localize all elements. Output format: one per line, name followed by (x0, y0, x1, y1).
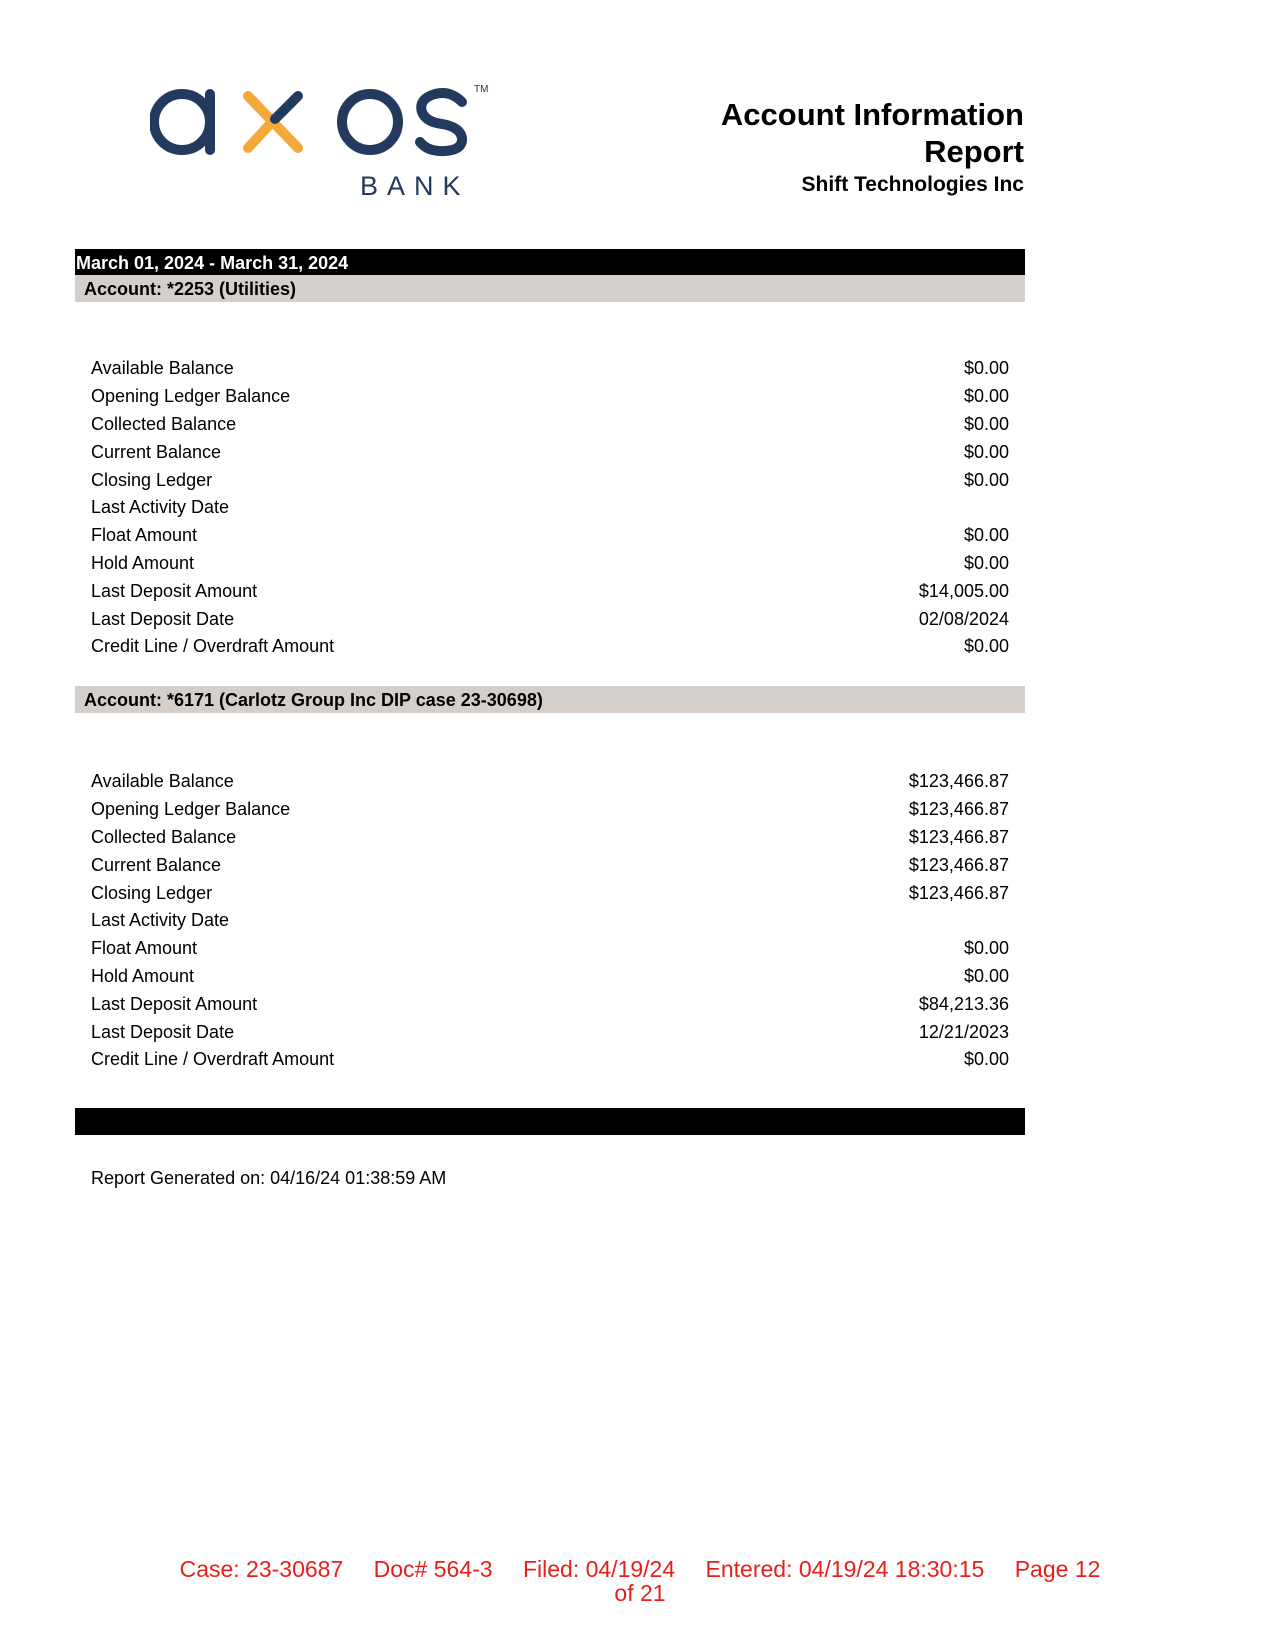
axos-bank-logo (150, 82, 520, 212)
detail-row-last-deposit-amount (91, 990, 1009, 1018)
detail-value: $84,213.36 (918, 993, 1009, 1014)
stamp-doc: Doc# 564-3 (373, 1556, 493, 1582)
detail-row-float-amount (91, 522, 1009, 550)
detail-label: Hold Amount (91, 552, 195, 573)
detail-label: Closing Ledger (91, 469, 213, 490)
detail-row-available-balance (91, 355, 1009, 383)
detail-row-hold-amount (91, 550, 1009, 578)
logo-subtext: BANK (360, 171, 470, 201)
detail-row-opening-ledger (91, 796, 1009, 824)
detail-value: $0.00 (963, 413, 1009, 434)
account-details (91, 355, 1009, 661)
detail-row-opening-ledger (91, 383, 1009, 411)
detail-value: $0.00 (963, 441, 1009, 462)
stamp-page-total: of 21 (614, 1580, 666, 1606)
trademark-mark: TM (474, 84, 489, 95)
detail-value: $123,466.87 (908, 882, 1009, 903)
detail-value: $123,466.87 (908, 771, 1009, 792)
detail-label: Available Balance (91, 771, 234, 792)
detail-row-collected-balance (91, 411, 1009, 439)
detail-label: Last Deposit Date (91, 1021, 235, 1042)
account-header: Account: *2253 (Utilities) (75, 275, 1025, 302)
detail-row-current-balance (91, 438, 1009, 466)
account-details (91, 768, 1009, 1074)
detail-label: Float Amount (91, 525, 198, 546)
detail-value: $0.00 (963, 525, 1009, 546)
detail-value: $123,466.87 (908, 826, 1009, 847)
detail-label: Hold Amount (91, 965, 195, 986)
stamp-entered: Entered: 04/19/24 18:30:15 (705, 1556, 985, 1582)
detail-row-last-deposit-date (91, 605, 1009, 633)
detail-label: Last Deposit Amount (91, 580, 258, 601)
detail-value: $0.00 (963, 469, 1009, 490)
detail-value: 02/08/2024 (918, 608, 1009, 629)
detail-value: $0.00 (963, 636, 1009, 657)
account-header: Account: *6171 (Carlotz Group Inc DIP case 23-30698) (75, 686, 1025, 713)
detail-label: Current Balance (91, 854, 222, 875)
detail-row-last-deposit-amount (91, 577, 1009, 605)
detail-row-last-deposit-date (91, 1018, 1009, 1046)
detail-value: $0.00 (963, 1049, 1009, 1070)
detail-value: $123,466.87 (908, 854, 1009, 875)
detail-label: Collected Balance (91, 826, 237, 847)
detail-value: $0.00 (963, 938, 1009, 959)
detail-label: Last Deposit Date (91, 608, 235, 629)
section-end-bar (75, 1108, 1025, 1135)
detail-row-last-activity-date (91, 907, 1009, 935)
stamp-filed: Filed: 04/19/24 (522, 1556, 676, 1582)
report-generated-timestamp: Report Generated on: 04/16/24 01:38:59 AM (91, 1168, 447, 1188)
detail-value: $0.00 (963, 358, 1009, 379)
detail-label: Last Activity Date (91, 910, 230, 931)
detail-label: Credit Line / Overdraft Amount (91, 1049, 335, 1070)
court-filing-stamp (100, 1557, 1180, 1605)
detail-row-collected-balance (91, 824, 1009, 852)
statement-period: March 01, 2024 - March 31, 2024 (75, 249, 1025, 276)
detail-row-closing-ledger (91, 879, 1009, 907)
detail-value: $0.00 (963, 386, 1009, 407)
detail-label: Last Deposit Amount (91, 993, 258, 1014)
detail-label: Closing Ledger (91, 882, 213, 903)
detail-value: $14,005.00 (918, 580, 1009, 601)
detail-row-closing-ledger (91, 466, 1009, 494)
detail-value: $0.00 (963, 965, 1009, 986)
detail-label: Current Balance (91, 441, 222, 462)
detail-label: Collected Balance (91, 413, 237, 434)
detail-row-credit-line (91, 633, 1009, 661)
detail-label: Opening Ledger Balance (91, 386, 291, 407)
detail-label: Last Activity Date (91, 497, 230, 518)
detail-row-credit-line (91, 1046, 1009, 1074)
detail-label: Credit Line / Overdraft Amount (91, 636, 335, 657)
report-title: Account Information Report (720, 97, 1024, 169)
detail-label: Opening Ledger Balance (91, 799, 291, 820)
detail-value: 12/21/2023 (918, 1021, 1009, 1042)
stamp-page: Page 12 (1014, 1556, 1101, 1582)
detail-row-float-amount (91, 935, 1009, 963)
detail-label: Available Balance (91, 358, 234, 379)
stamp-case: Case: 23-30687 (179, 1556, 344, 1582)
detail-value: $123,466.87 (908, 799, 1009, 820)
detail-row-available-balance (91, 768, 1009, 796)
detail-row-last-activity-date (91, 494, 1009, 522)
detail-label: Float Amount (91, 938, 198, 959)
company-name: Shift Technologies Inc (801, 173, 1024, 196)
detail-value: $0.00 (963, 552, 1009, 573)
detail-row-current-balance (91, 851, 1009, 879)
detail-row-hold-amount (91, 963, 1009, 991)
